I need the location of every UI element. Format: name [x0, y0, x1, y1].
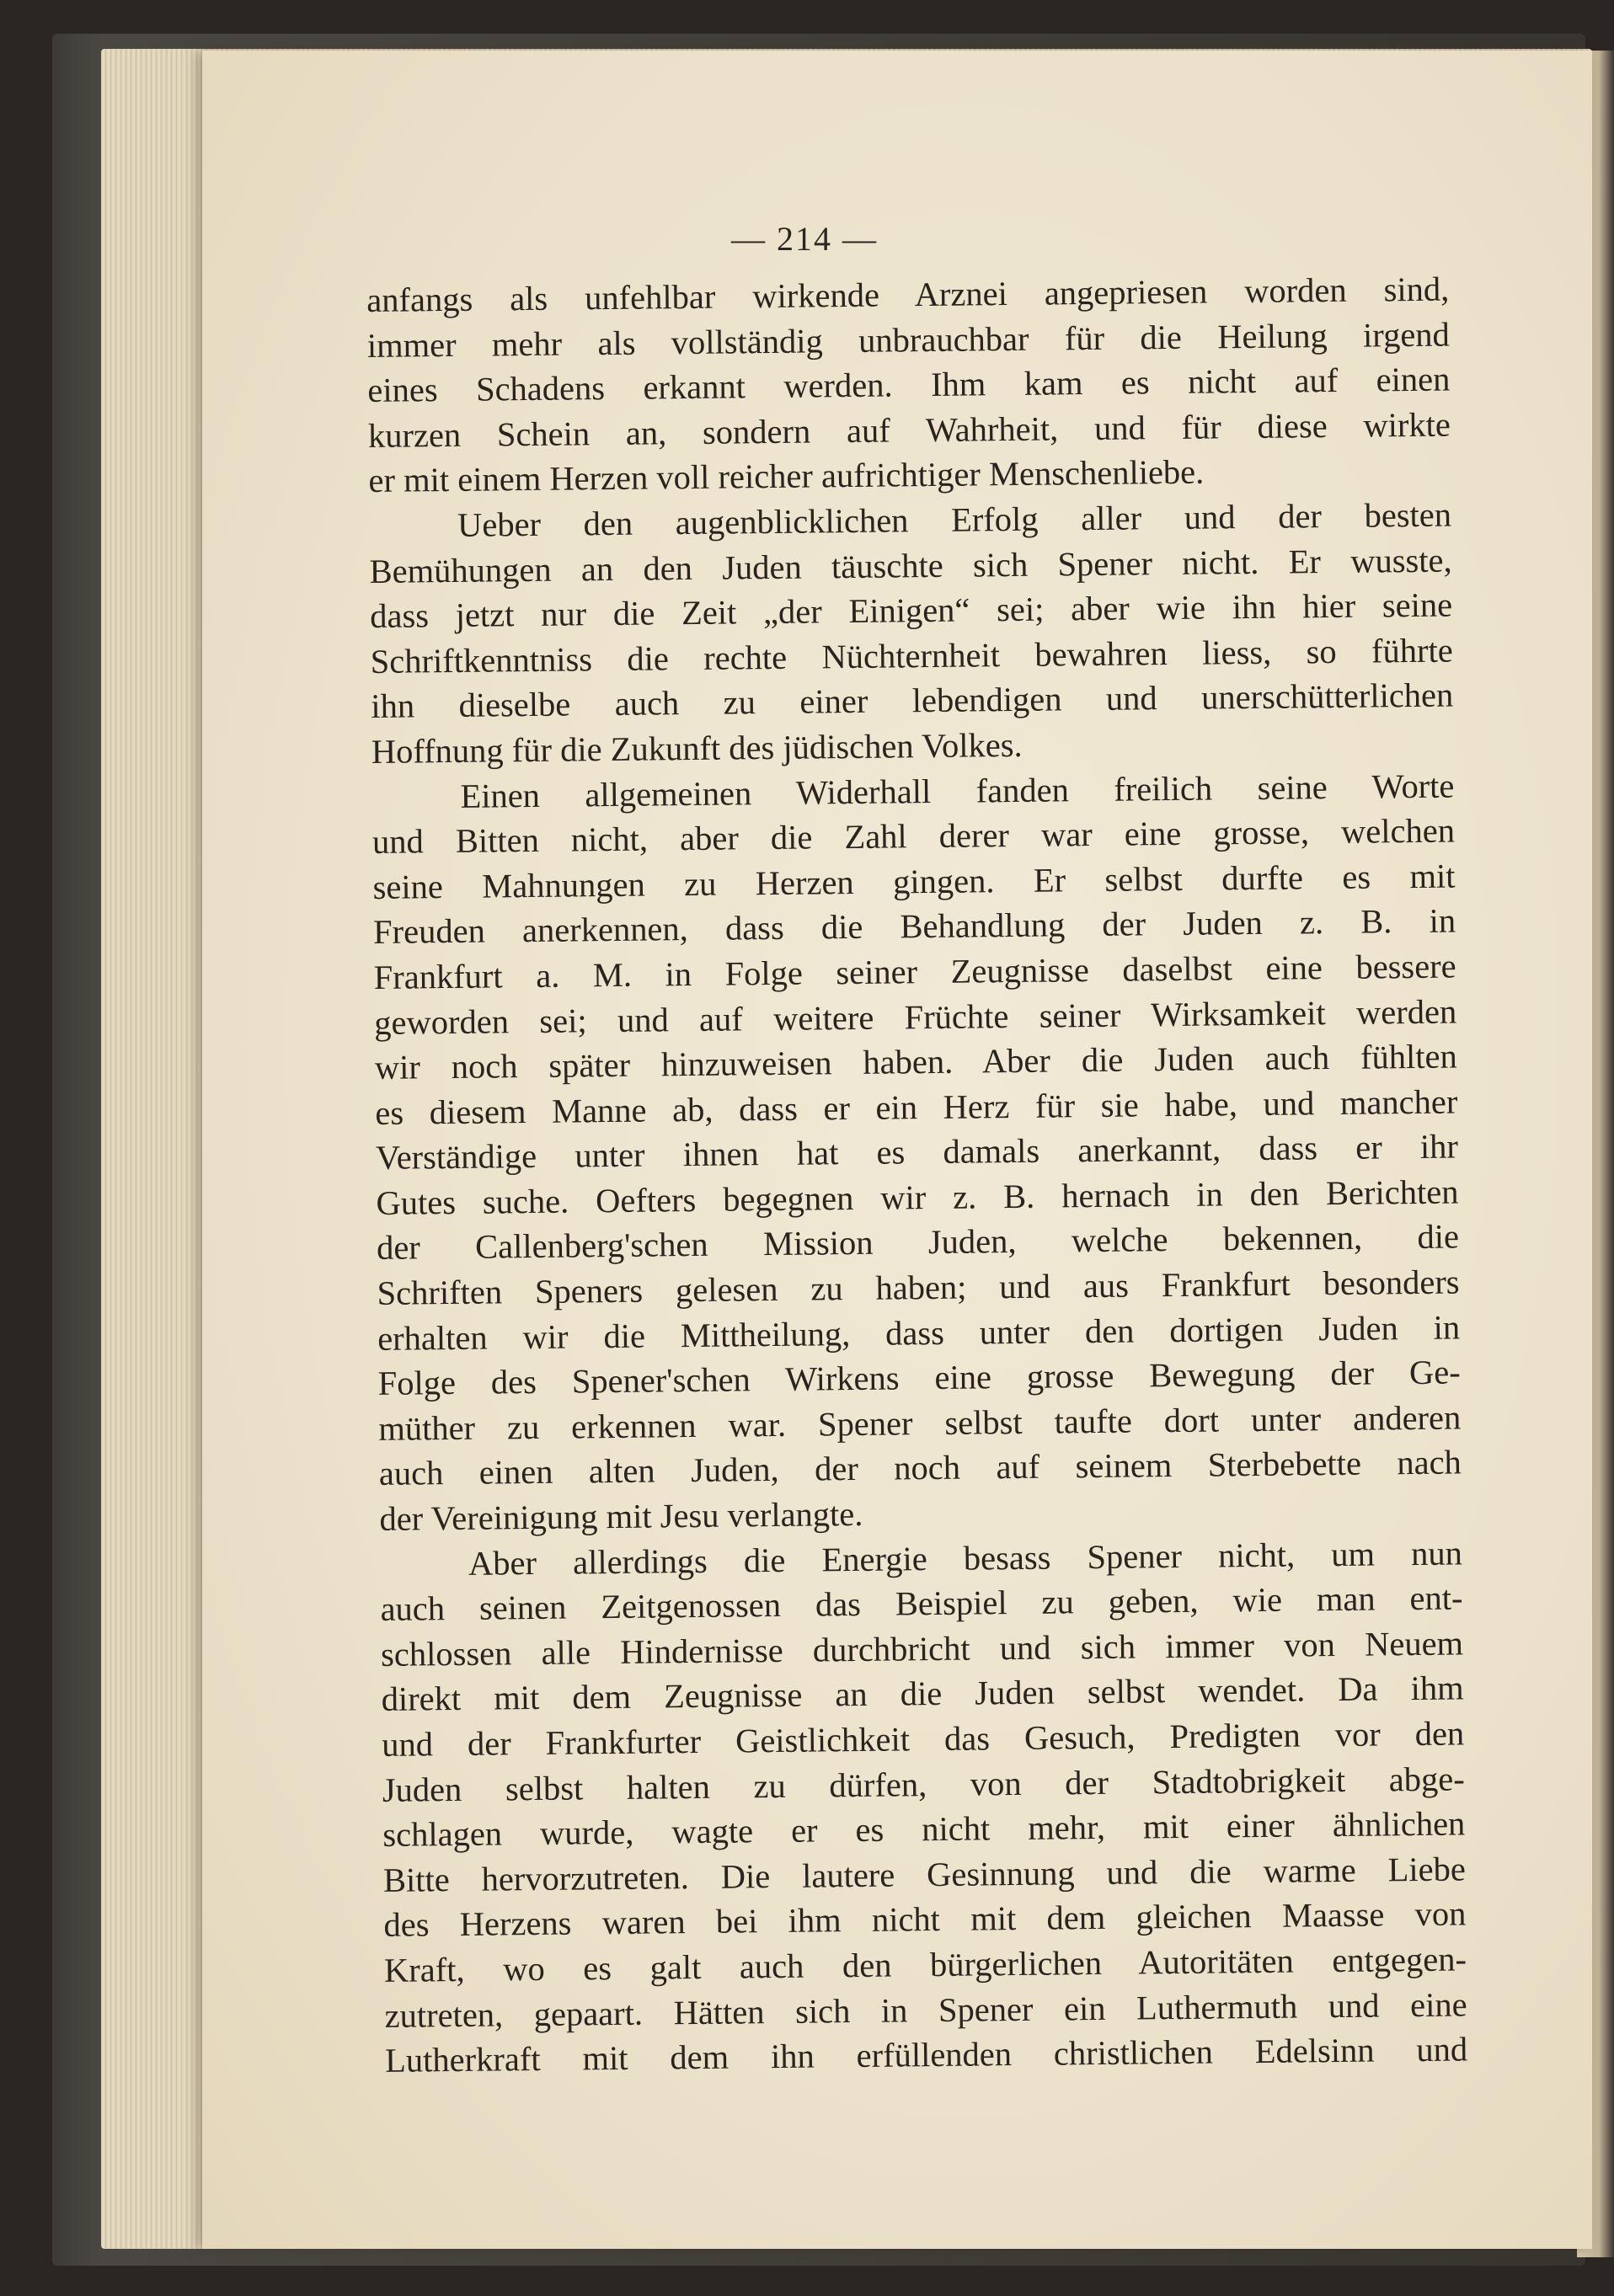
book-page [202, 51, 1592, 2249]
text-line: Schriften Speners gelesen zu haben; und aus Frankfurt besonders [377, 1263, 1460, 1312]
text-line: eines Schadens erkannt werden. Ihm kam es nicht auf einen [367, 360, 1451, 410]
text-line: es diesem Manne ab, dass er ein Herz für sie habe, und mancher [375, 1082, 1458, 1132]
text-line: Verständige unter ihnen hat es damals anerkannt, dass er ihr [375, 1127, 1459, 1177]
text-line: Gutes suche. Oefters begegnen wir z. B. hernach in den Berichten [376, 1172, 1459, 1222]
page-number: — 214 — [731, 220, 878, 258]
text-line: wir noch später hinzuweisen haben. Aber die Juden auch fühlten [374, 1037, 1457, 1087]
text-line: Einen allgemeinen Widerhall fanden freilich seine Worte [460, 766, 1455, 815]
text-line: und Bitten nicht, aber die Zahl derer war eine grosse, welchen [371, 811, 1456, 862]
text-line: direkt mit dem Zeugnisse an die Juden selbst wendet. Da ihm [381, 1669, 1464, 1719]
text-line: Aber allerdings die Energie besass Spener nicht, um nun [468, 1534, 1463, 1583]
text-line: immer mehr als vollständig unbrauchbar für die Heilung irgend [366, 315, 1451, 365]
body-text [366, 267, 1467, 2084]
text-line: seine Mahnungen zu Herzen gingen. Er selbst durfte es mit [372, 857, 1456, 906]
text-line: dass jetzt nur die Zeit „der Einigen“ sei; aber wie ihn hier seine [369, 585, 1453, 636]
text-line: Frankfurt a. M. in Folge seiner Zeugnisse daselbst eine bessere [373, 947, 1456, 996]
text-line: der Callenberg'schen Mission Juden, welche bekennen, die [376, 1217, 1460, 1268]
text-line: anfangs als unfehlbar wirkende Arznei angepriesen worden sind, [366, 270, 1450, 319]
text-line: Juden selbst halten zu dürfen, von der Stadtobrigkeit abge- [382, 1759, 1465, 1809]
text-line: Ueber den augenblicklichen Erfolg aller und der besten [457, 495, 1452, 544]
text-line: Lutherkraft mit dem ihn erfüllenden christlichen Edelsinn und [384, 2030, 1468, 2080]
text-line: Freuden anerkennen, dass die Behandlung der Juden z. B. in [372, 901, 1456, 952]
text-line: und der Frankfurter Geistlichkeit das Gesuch, Predigten vor den [382, 1714, 1465, 1764]
text-line: geworden sei; und auf weitere Früchte seiner Wirksamkeit werden [374, 991, 1457, 1042]
text-line: Bemühungen an den Juden täuschte sich Spener nicht. Er wusste, [369, 541, 1452, 590]
text-line: Hoffnung für die Zukunft des jüdischen Volkes. [371, 725, 1023, 771]
text-line: müther zu erkennen war. Spener selbst taufte dort unter anderen [378, 1398, 1462, 1448]
text-line: er mit einem Herzen voll reicher aufrichtiger Menschenliebe. [368, 452, 1205, 500]
text-line: erhalten wir die Mittheilung, dass unter den dortigen Juden in [377, 1308, 1461, 1358]
text-line: Kraft, wo es galt auch den bürgerlichen Autoritäten entgegen- [383, 1940, 1467, 1989]
text-line: Schriftkenntniss die rechte Nüchternheit bewahren liess, so führte [370, 631, 1453, 681]
text-line: des Herzens waren bei ihm nicht mit dem gleichen Maasse von [383, 1894, 1467, 1945]
text-line: Bitte hervorzutreten. Die lautere Gesinnung und die warme Liebe [382, 1850, 1467, 1899]
text-line: ihn dieselbe auch zu einer lebendigen und unerschütterlichen [371, 675, 1454, 726]
text-line: schlagen wurde, wagte er es nicht mehr, mit einer ähnlichen [382, 1804, 1466, 1855]
text-line: auch seinen Zeitgenossen das Beispiel zu geben, wie man ent- [380, 1578, 1463, 1629]
text-line: schlossen alle Hindernisse durchbricht und sich immer von Neuem [380, 1624, 1464, 1674]
text-line: der Vereinigung mit Jesu verlangte. [379, 1494, 863, 1538]
text-line: kurzen Schein an, sondern auf Wahrheit, und für diese wirkte [367, 405, 1451, 455]
text-line: Folge des Spener'schen Wirkens eine grosse Bewegung der Ge- [377, 1353, 1461, 1403]
text-line: zutreten, gepaart. Hätten sich in Spener ein Luthermuth und eine [384, 1984, 1467, 2035]
text-line: auch einen alten Juden, der noch auf seinem Sterbebette nach [378, 1443, 1462, 1493]
